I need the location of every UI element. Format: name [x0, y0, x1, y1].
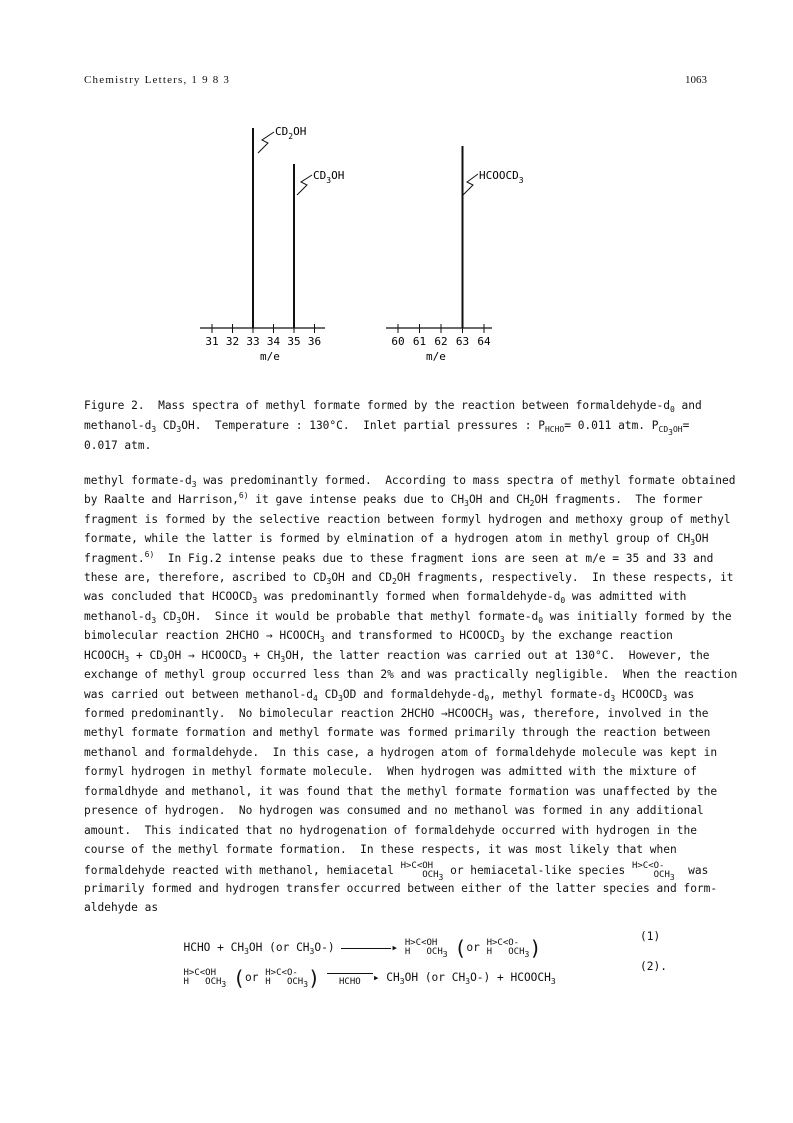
body-line: primarily formed and hydrogen transfer occurred between either of the latter species and form- [84, 882, 718, 895]
arrow-label: HCHO [338, 977, 361, 987]
body-line: methyl formate formation and methyl formate was formed primarily through the reaction between [84, 726, 711, 739]
figure-caption-line-1: Figure 2. Mass spectra of methyl formate formed by the reaction between formaldehyde-$d_0$ and [84, 399, 702, 414]
peak-label-cd2oh: $CD_2OH$ [275, 125, 307, 141]
journal-header: Chemistry Letters, 1 9 8 3 [84, 74, 231, 86]
left-tick-label: 35 [287, 335, 301, 348]
peak-leader-cd2oh [258, 132, 274, 153]
equation-2-number: (2). [640, 960, 667, 973]
body-line: formyl hydrogen in methyl formate molecule. When hydrogen was admitted with the mixture of [84, 765, 697, 778]
figure-caption-line-3: 0.017 atm. [84, 439, 152, 452]
peak-leader-cd3oh [297, 175, 312, 195]
body-line: bimolecular reaction 2HCHO → $HCOOCH_3$ and transformed to $HCOOCD_3$ by the exchange reaction [84, 629, 673, 644]
body-line: was concluded that $HCOOCD_3$ was predominantly formed when formaldehyde-$d_0$ was admitted with [84, 590, 687, 605]
body-line: fragment is formed by the selective reaction between formyl hydrogen and methoxy group of methyl [84, 513, 731, 526]
left-tick-label: 31 [205, 335, 219, 348]
right-tick-label: 61 [412, 335, 427, 348]
page-number: 1063 [685, 74, 707, 86]
x-axis-label-left: m/e [260, 350, 280, 363]
body-line: methanol and formaldehyde. In this case, a hydrogen atom of formaldehyde molecule was kept in [84, 746, 718, 759]
left-tick-label: 32 [225, 335, 240, 348]
body-line: was carried out between methanol-$d_4$ $CD_3OD$ and formaldehyde-$d_0$, methyl formate-$d_3$ $HCOOCD_3$ was [84, 688, 695, 703]
body-line: aldehyde as [84, 901, 159, 914]
body-line: methanol-$d_3$ $CD_3OH$. Since it would be probable that methyl formate-$d_0$ was initially formed by the [84, 610, 732, 625]
equation-2: H>C<OH H $OCH_3$ (or H>C<O- H $OCH_3$) HCHO ▸ $CH_3OH$ (or $CH_3O-$) + $HCOOCH_3$ [183, 966, 556, 990]
body-line: amount. This indicated that no hydrogenation of formaldehyde occurred with hydrogen in the [84, 824, 697, 837]
body-line: formaldehyde reacted with methanol, hemiacetal H>C<OH $OCH_3$ or hemiacetal-like species H>C<O- $OCH_3$ was [84, 861, 709, 882]
left-tick-label: 34 [266, 335, 281, 348]
body-line: by Raalte and Harrison,$^{6)}$ it gave intense peaks due to $CH_3OH$ and $CH_2OH$ fragments. The former [84, 491, 703, 508]
body-line: exchange of methyl group occurred less than 2% and was practically negligible. When the reaction [84, 668, 738, 681]
body-line: formed predominantly. No bimolecular reaction 2HCHO $\to HCOOCH_3$ was, therefore, involved in the [84, 707, 709, 722]
body-line: methyl formate-$d_3$ was predominantly formed. According to mass spectra of methyl formate obtained [84, 474, 736, 489]
left-tick-label: 36 [307, 335, 322, 348]
left-tick-label: 33 [246, 335, 260, 348]
equation-1: HCHO + $CH_3OH$ (or $CH_3O-$) ▸ H>C<OH H $OCH_3$ (or H>C<O- H $OCH_3$) [183, 936, 542, 960]
peak-leader-hcoocd3 [463, 174, 478, 195]
body-line: presence of hydrogen. No hydrogen was consumed and no methanol was formed in any additional [84, 804, 704, 817]
body-line: $HCOOCH_3 + CD_3OH$ → $HCOOCD_3 + CH_3OH$, the latter reaction was carried out at 130°C. However, the [84, 649, 710, 664]
chart-right [386, 146, 524, 363]
right-tick-label: 63 [455, 335, 470, 348]
body-line: course of the methyl formate formation. In these respects, it was most likely that when [84, 843, 677, 856]
right-tick-label: 62 [434, 335, 448, 348]
body-line: these are, therefore, ascribed to $CD_3OH$ and $CD_2OH$ fragments, respectively. In these respects, it [84, 571, 734, 586]
right-tick-label: 64 [477, 335, 491, 348]
body-line: fragment.$^{6)}$ In Fig.2 intense peaks due to these fragment ions are seen at m/e = 35 and 33 and [84, 550, 714, 565]
equation-1-number: (1) [640, 930, 661, 943]
peak-label-hcoocd3: $HCOOCD_3$ [479, 169, 524, 185]
figure-caption-line-2: methanol-$d_3$ $CD_3OH$. Temperature : 130°C. Inlet partial pressures : $P_{HCHO}= 0.011$ atm. $P_{CD_3OH}=$ [84, 419, 690, 437]
figure-2 [0, 0, 793, 380]
chart-left [200, 125, 344, 363]
body-line: formaldhyde and methanol, it was found that the methyl formate formation was unaffected by the [84, 785, 718, 798]
x-axis-label-right: m/e [426, 350, 446, 363]
right-tick-label: 60 [391, 335, 405, 348]
body-line: formate, while the latter is formed by elmination of a hydrogen atom in methyl group of $CH_3OH$ [84, 532, 709, 547]
peak-label-cd3oh: $CD_3OH$ [313, 169, 345, 185]
